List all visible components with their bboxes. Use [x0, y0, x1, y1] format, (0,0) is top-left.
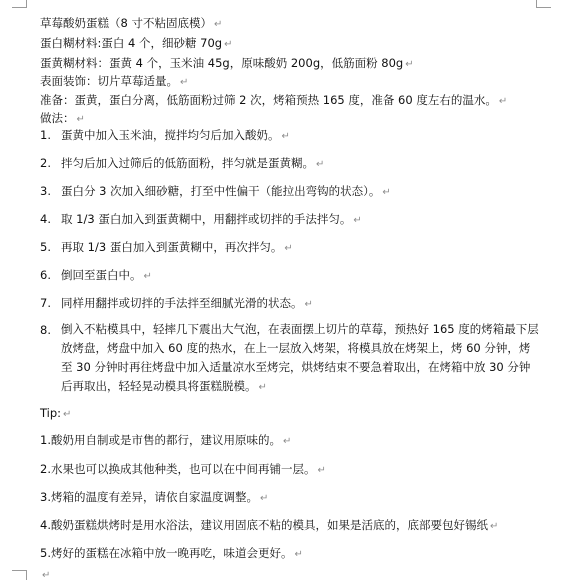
paragraph-mark: ↵ — [405, 59, 414, 70]
step-number: 4. — [40, 212, 51, 226]
step-6[interactable] — [61, 267, 152, 285]
step-8[interactable] — [61, 320, 541, 397]
tip-text: 1.酸奶用自制或是市售的都行，建议用原味的。 — [40, 433, 281, 447]
paragraph-mark: ↵ — [281, 131, 290, 142]
paragraph-mark: ↵ — [382, 187, 391, 198]
step-text: 拌匀后加入过筛后的低筋面粉，拌匀就是蛋黄糊。 — [61, 156, 314, 170]
tip-text: 2.水果也可以换成其他种类，也可以在中间再铺一层。 — [40, 462, 316, 476]
step-number: 8. — [40, 323, 51, 337]
method-heading[interactable] — [40, 110, 85, 128]
step-text: 再取 1/3 蛋白加入到蛋黄糊中，再次拌匀。 — [61, 240, 283, 254]
tip-4[interactable] — [40, 517, 498, 535]
meringue-ingredients[interactable] — [40, 35, 232, 53]
paragraph-mark: ↵ — [489, 521, 499, 532]
step-number: 6. — [40, 268, 51, 282]
method-heading-text: 做法： — [40, 111, 75, 125]
step-2[interactable] — [61, 155, 324, 173]
batter-ingredients[interactable] — [40, 55, 414, 73]
paragraph-mark: ↵ — [76, 114, 85, 125]
paragraph-mark: ↵ — [294, 549, 303, 560]
paragraph-mark: ↵ — [180, 77, 189, 88]
batter-text: 蛋黄糊材料：蛋黄 4 个，玉米油 45g，原味酸奶 200g，低筋面粉 80g — [40, 56, 404, 70]
tip-text: 4.酸奶蛋糕烘烤时是用水浴法，建议用固底不粘的模具，如果是活底的，底部要包好锡纸 — [40, 518, 488, 532]
step-text: 倒回至蛋白中。 — [61, 268, 142, 282]
tip-text: 3.烤箱的温度有差异，请依自家温度调整。 — [40, 490, 258, 504]
paragraph-mark: ↵ — [304, 299, 313, 310]
paragraph-mark: ↵ — [224, 39, 233, 50]
margin-corner-mark — [536, 0, 551, 8]
tip-2[interactable] — [40, 461, 326, 479]
step-number: 2. — [40, 156, 51, 170]
tip-5[interactable] — [40, 545, 303, 563]
step-3[interactable] — [61, 183, 391, 201]
prep-text: 准备：蛋黄，蛋白分离，低筋面粉过筛 2 次，烤箱预热 165 度，准备 60 度左右的温水。 — [40, 93, 497, 107]
paragraph-mark: ↵ — [213, 19, 223, 30]
paragraph-mark: ↵ — [258, 382, 267, 393]
decoration-line[interactable] — [40, 73, 188, 91]
tip-text: 5.烤好的蛋糕在冰箱中放一晚再吃，味道会更好。 — [40, 546, 293, 560]
paragraph-mark: ↵ — [42, 570, 51, 581]
paragraph-mark: ↵ — [259, 493, 269, 504]
paragraph-mark: ↵ — [282, 436, 292, 447]
prep-line[interactable] — [40, 92, 507, 110]
decoration-text: 表面装饰：切片草莓适量。 — [40, 74, 178, 88]
step-text: 取 1/3 蛋白加入到蛋黄糊中，用翻拌或切拌的手法拌匀。 — [61, 212, 352, 226]
meringue-text: 蛋白糊材料:蛋白 4 个，细砂糖 70g — [40, 36, 223, 50]
empty-paragraph[interactable] — [40, 566, 50, 584]
tip-heading-text: Tip: — [40, 406, 62, 420]
paragraph-mark: ↵ — [498, 96, 508, 107]
paragraph-mark: ↵ — [143, 271, 152, 282]
step-number: 7. — [40, 296, 51, 310]
step-text: 蛋黄中加入玉米油，搅拌均匀后加入酸奶。 — [61, 128, 280, 142]
paragraph-mark: ↵ — [316, 159, 325, 170]
paragraph-mark: ↵ — [353, 215, 362, 226]
step-number: 1. — [40, 128, 51, 142]
step-number: 3. — [40, 184, 51, 198]
tip-3[interactable] — [40, 489, 268, 507]
paragraph-mark: ↵ — [317, 465, 326, 476]
step-1[interactable] — [61, 127, 290, 145]
title-text: 草莓酸奶蛋糕（8 寸不粘固底模） — [40, 16, 212, 30]
step-text: 倒入不粘模具中，轻摔几下震出大气泡，在表面摆上切片的草莓，预热好 165 度的烤箱最下层放烤盘，烤盘中加入 60 度的热水，在上一层放入烤架，将模具放在烤架上，烤 60 分钟，烤至 30 分钟时再往烤盘中加入适量凉水至烤完，烘烤结束不要急着取出，在烤箱中放 30 分钟后再取出，轻轻晃动模具将蛋糕脱模。 — [61, 322, 539, 393]
paragraph-mark: ↵ — [284, 243, 293, 254]
step-text: 同样用翻拌或切拌的手法拌至细腻光滑的状态。 — [61, 296, 303, 310]
step-text: 蛋白分 3 次加入细砂糖，打至中性偏干（能拉出弯钩的状态）。 — [61, 184, 381, 198]
step-4[interactable] — [61, 211, 362, 229]
tip-1[interactable] — [40, 432, 291, 450]
step-7[interactable] — [61, 295, 313, 313]
step-number: 5. — [40, 240, 51, 254]
margin-corner-mark — [12, 0, 27, 8]
step-5[interactable] — [61, 239, 293, 257]
tip-heading[interactable] — [40, 405, 71, 423]
recipe-title[interactable] — [40, 15, 222, 33]
paragraph-mark: ↵ — [63, 409, 72, 420]
